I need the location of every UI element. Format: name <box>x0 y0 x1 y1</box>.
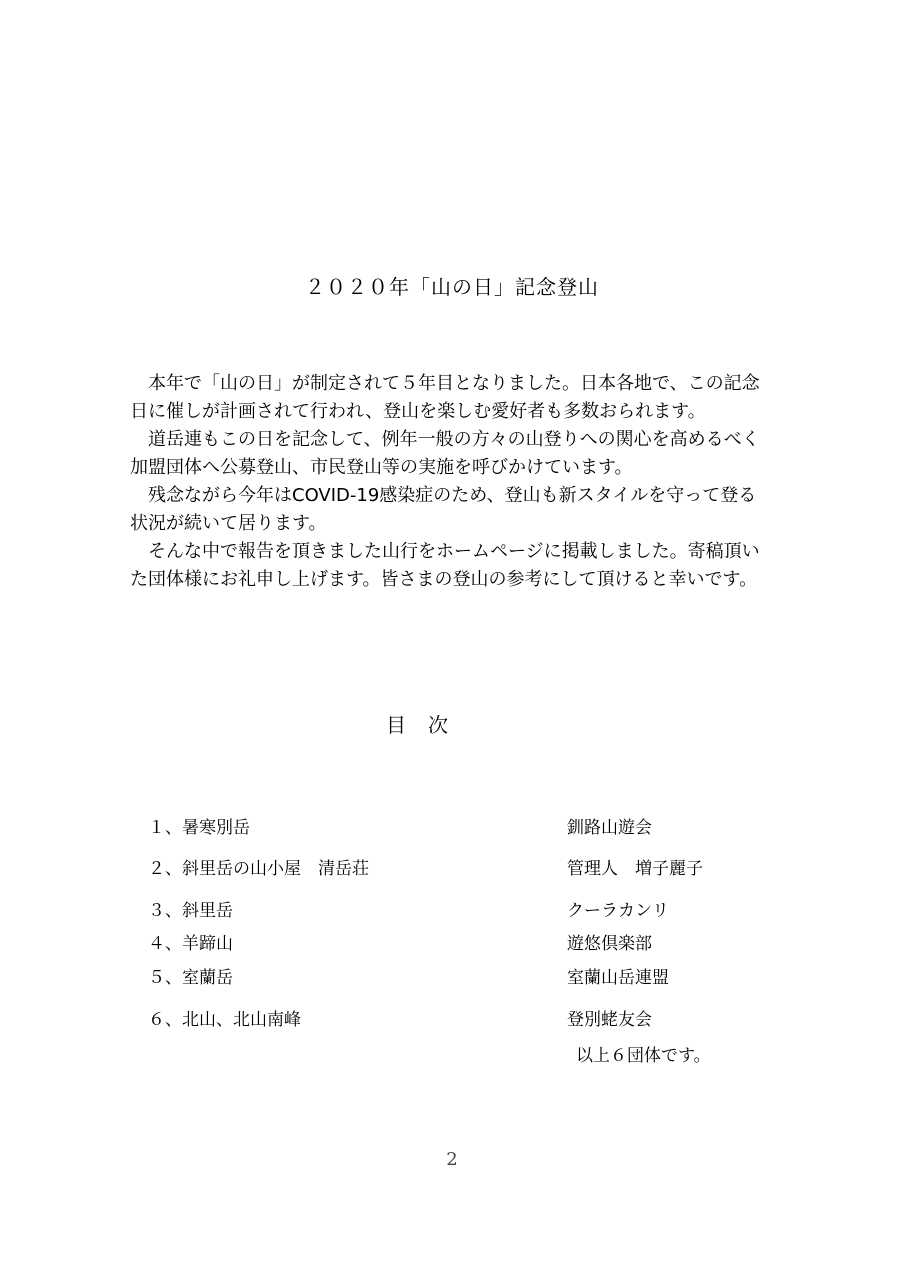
toc-entry-title: １、暑寒別岳 <box>148 818 250 838</box>
page-number: 2 <box>446 1149 458 1170</box>
toc-entry-title: ５、室蘭岳 <box>148 968 233 988</box>
toc-entry-organization: 室蘭山岳連盟 <box>567 968 669 988</box>
intro-line: 本年で「山の日」が制定されて５年目となりました。日本各地で、この記念 <box>130 373 760 394</box>
toc-entry-title: ４、羊蹄山 <box>148 934 233 954</box>
toc-entry <box>0 897 904 925</box>
intro-line: そんな中で報告を頂きました山行をホームページに掲載しました。寄稿頂い <box>130 541 760 562</box>
toc-note: 以上６団体です。 <box>576 1046 711 1066</box>
intro-line: 道岳連もこの日を記念して、例年一般の方々の山登りへの関心を高めるべく <box>130 429 760 450</box>
toc-entry-title: ３、斜里岳 <box>148 901 233 921</box>
toc-entry <box>0 1006 904 1034</box>
toc-entry <box>0 964 904 992</box>
toc-entry <box>0 814 904 842</box>
toc-heading: 目次 <box>386 713 470 737</box>
toc-entry <box>0 855 904 883</box>
intro-line: 状況が続いて居ります。 <box>130 513 327 534</box>
intro-line: 日に催しが計画されて行われ、登山を楽しむ愛好者も多数おられます。 <box>130 401 706 422</box>
toc-entry-organization: クーラカンリ <box>567 901 669 921</box>
toc-entry-organization: 管理人 増子麗子 <box>567 859 703 879</box>
document-title: ２０２０年「山の日」記念登山 <box>305 275 599 299</box>
intro-line: 残念ながら今年はCOVID-19感染症のため、登山も新スタイルを守って登る <box>130 485 757 506</box>
toc-entry-title: ２、斜里岳の山小屋 清岳荘 <box>148 859 369 879</box>
toc-entry-organization: 登別蛯友会 <box>567 1010 652 1030</box>
toc-entry-title: ６、北山、北山南峰 <box>148 1010 301 1030</box>
intro-line: 加盟団体へ公募登山、市民登山等の実施を呼びかけています。 <box>130 457 633 478</box>
toc-entry-organization: 遊悠倶楽部 <box>567 934 652 954</box>
toc-entry <box>0 930 904 958</box>
toc-entry-organization: 釧路山遊会 <box>567 818 652 838</box>
intro-line: た団体様にお礼申し上げます。皆さまの登山の参考にして頂けると幸いです。 <box>130 569 758 590</box>
